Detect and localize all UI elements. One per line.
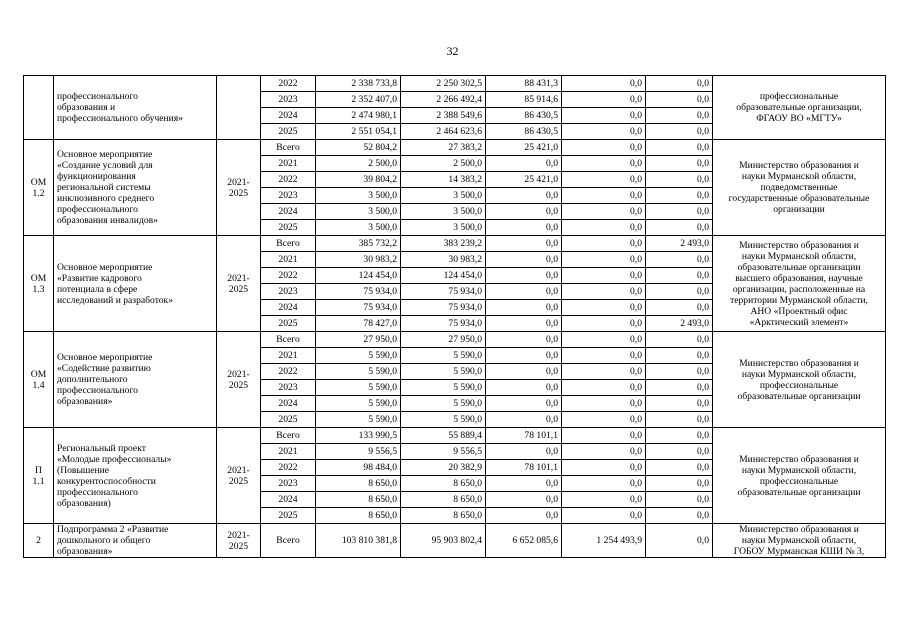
amount-cell: 0,0 <box>646 508 713 524</box>
amount-cell: 0,0 <box>562 316 646 332</box>
amount-cell: 0,0 <box>646 524 713 558</box>
subprogram-name-cell <box>54 524 217 558</box>
amount-cell: 39 804,2 <box>316 172 401 188</box>
amount-cell: 2 388 549,6 <box>401 108 486 124</box>
amount-cell: 86 430,5 <box>486 124 562 140</box>
measure-name-cell <box>54 140 217 236</box>
year-cell: 2023 <box>261 380 316 396</box>
amount-cell: 0,0 <box>486 268 562 284</box>
executor-line: высшего образования, научные <box>735 272 863 284</box>
amount-cell: 55 889,4 <box>401 428 486 444</box>
amount-cell: 103 810 381,8 <box>316 524 401 558</box>
amount-cell: 0,0 <box>646 204 713 220</box>
page-number: 32 <box>446 44 459 58</box>
amount-cell: 0,0 <box>646 300 713 316</box>
amount-cell: 8 650,0 <box>401 508 486 524</box>
amount-cell: 0,0 <box>486 300 562 316</box>
year-cell: 2023 <box>261 92 316 108</box>
amount-cell: 75 934,0 <box>316 284 401 300</box>
period-line: 2021- <box>227 368 250 380</box>
measure-name-line: (Повышение <box>57 464 110 476</box>
amount-cell: 0,0 <box>562 396 646 412</box>
amount-cell: 75 934,0 <box>401 316 486 332</box>
amount-cell: 30 983,2 <box>401 252 486 268</box>
amount-cell: 9 556,5 <box>401 444 486 460</box>
amount-cell: 5 590,0 <box>401 364 486 380</box>
amount-cell: 0,0 <box>646 364 713 380</box>
measure-name-line: исследований и разработок» <box>57 294 174 306</box>
amount-cell: 14 383,2 <box>401 172 486 188</box>
amount-cell: 30 983,2 <box>316 252 401 268</box>
year-cell: 2025 <box>261 124 316 140</box>
year-cell: 2025 <box>261 508 316 524</box>
amount-cell: 88 431,3 <box>486 76 562 92</box>
amount-cell: 0,0 <box>562 284 646 300</box>
executor-cell <box>713 76 886 140</box>
amount-cell: 0,0 <box>562 92 646 108</box>
year-cell: 2024 <box>261 396 316 412</box>
amount-cell: 20 382,9 <box>401 460 486 476</box>
amount-cell: 0,0 <box>646 92 713 108</box>
funding-table <box>23 75 886 558</box>
measure-code-cell <box>24 140 54 236</box>
subprogram-row <box>24 524 886 558</box>
subprogram-name-line: образования» <box>57 546 113 557</box>
table-row <box>24 76 886 92</box>
period-line: 2025 <box>228 283 249 295</box>
amount-cell: 0,0 <box>562 332 646 348</box>
executor-cell <box>713 236 886 332</box>
executor-line: Министерство образования и <box>739 453 859 465</box>
measure-name-line: дополнительного <box>57 374 128 385</box>
year-cell: 2024 <box>261 300 316 316</box>
amount-cell: 0,0 <box>646 252 713 268</box>
amount-cell: 0,0 <box>646 124 713 140</box>
measure-name-line: «Молодые профессионалы» <box>57 453 172 465</box>
year-cell: 2023 <box>261 284 316 300</box>
amount-cell: 27 383,2 <box>401 140 486 156</box>
table-row <box>24 236 886 252</box>
amount-cell: 383 239,2 <box>401 236 486 252</box>
measure-code-line: П <box>35 464 42 476</box>
amount-cell: 0,0 <box>486 444 562 460</box>
year-cell: 2023 <box>261 188 316 204</box>
amount-cell: 5 590,0 <box>401 412 486 428</box>
year-cell: 2025 <box>261 316 316 332</box>
amount-cell: 0,0 <box>562 204 646 220</box>
measure-code-cell <box>24 428 54 524</box>
amount-cell: 2 266 492,4 <box>401 92 486 108</box>
amount-cell: 0,0 <box>562 364 646 380</box>
measure-code-cell <box>24 236 54 332</box>
year-cell: 2021 <box>261 252 316 268</box>
amount-cell: 5 590,0 <box>316 396 401 412</box>
amount-cell: 5 590,0 <box>401 380 486 396</box>
amount-cell: 0,0 <box>562 476 646 492</box>
executor-line: Министерство образования и <box>739 524 859 535</box>
amount-cell: 95 903 802,4 <box>401 524 486 558</box>
amount-cell: 98 484,0 <box>316 460 401 476</box>
amount-cell: 0,0 <box>486 204 562 220</box>
amount-cell: 0,0 <box>646 284 713 300</box>
measure-code-line: ОМ <box>30 176 47 188</box>
executor-line: ФГАОУ ВО «МГТУ» <box>756 113 842 124</box>
executor-line: Министерство образования и <box>739 160 859 171</box>
period-cell <box>217 76 261 140</box>
executor-line: организации <box>773 204 825 215</box>
amount-cell: 5 590,0 <box>401 348 486 364</box>
amount-cell: 0,0 <box>486 220 562 236</box>
amount-cell: 124 454,0 <box>401 268 486 284</box>
amount-cell: 0,0 <box>486 364 562 380</box>
amount-cell: 0,0 <box>486 396 562 412</box>
amount-cell: 0,0 <box>562 268 646 284</box>
amount-cell: 0,0 <box>486 492 562 508</box>
executor-line: АНО «Проектный офис <box>750 305 848 317</box>
measure-name-line: профессионального <box>57 486 138 498</box>
amount-cell: 0,0 <box>646 492 713 508</box>
measure-name-line: профессионального обучения» <box>57 113 184 124</box>
year-cell: 2022 <box>261 268 316 284</box>
period-cell <box>217 236 261 332</box>
executor-line: науки Мурманской области, <box>741 171 857 182</box>
amount-cell: 3 500,0 <box>401 188 486 204</box>
amount-cell: 0,0 <box>562 124 646 140</box>
amount-cell: 8 650,0 <box>316 492 401 508</box>
amount-cell: 2 464 623,6 <box>401 124 486 140</box>
year-cell: 2022 <box>261 460 316 476</box>
amount-cell: 2 250 302,5 <box>401 76 486 92</box>
executor-line: профессиональные <box>759 379 839 391</box>
period-cell <box>217 140 261 236</box>
amount-cell: 25 421,0 <box>486 172 562 188</box>
amount-cell: 0,0 <box>562 252 646 268</box>
amount-cell: 0,0 <box>562 412 646 428</box>
amount-cell: 2 551 054,1 <box>316 124 401 140</box>
period-line: 2025 <box>228 540 249 552</box>
measure-name-cell <box>54 236 217 332</box>
executor-line: ГОБОУ Мурманская КШИ № 3, <box>733 546 865 557</box>
year-cell: 2024 <box>261 204 316 220</box>
amount-cell: 3 500,0 <box>316 188 401 204</box>
amount-cell: 0,0 <box>562 460 646 476</box>
measure-name-line: функционирования <box>57 171 136 182</box>
amount-cell: 0,0 <box>646 220 713 236</box>
amount-cell: 25 421,0 <box>486 140 562 156</box>
amount-cell: 0,0 <box>646 108 713 124</box>
year-cell: 2021 <box>261 348 316 364</box>
executor-line: «Арктический элемент» <box>749 316 849 328</box>
amount-cell: 0,0 <box>562 492 646 508</box>
executor-line: государственные образовательные <box>728 193 870 204</box>
amount-cell: 3 500,0 <box>316 204 401 220</box>
amount-cell: 0,0 <box>486 348 562 364</box>
executor-cell <box>713 524 886 558</box>
measure-name-line: «Содействие развитию <box>57 363 151 374</box>
measure-name-cell <box>54 428 217 524</box>
measure-name-cell <box>54 76 217 140</box>
executor-line: образовательные организации <box>737 486 861 498</box>
amount-cell: 0,0 <box>486 284 562 300</box>
amount-cell: 0,0 <box>562 220 646 236</box>
year-cell: 2024 <box>261 108 316 124</box>
amount-cell: 8 650,0 <box>316 508 401 524</box>
amount-cell: 8 650,0 <box>316 476 401 492</box>
amount-cell: 0,0 <box>562 156 646 172</box>
measure-code-line: 1.4 <box>32 379 45 391</box>
amount-cell: 0,0 <box>486 252 562 268</box>
measure-code-line: ОМ <box>30 368 47 380</box>
year-cell: 2021 <box>261 444 316 460</box>
year-cell: Всего <box>261 140 316 156</box>
amount-cell: 385 732,2 <box>316 236 401 252</box>
year-cell: 2021 <box>261 156 316 172</box>
executor-line: Министерство образования и <box>739 357 859 369</box>
code-cell <box>24 76 54 140</box>
amount-cell: 75 934,0 <box>401 284 486 300</box>
executor-line: подведомственные <box>760 182 838 193</box>
executor-line: образовательные организации <box>737 390 861 402</box>
amount-cell: 0,0 <box>562 236 646 252</box>
amount-cell: 78 427,0 <box>316 316 401 332</box>
amount-cell: 0,0 <box>646 348 713 364</box>
measure-name-cell <box>54 332 217 428</box>
year-cell: 2023 <box>261 476 316 492</box>
measure-name-line: Основное мероприятие <box>57 352 153 363</box>
table-row <box>24 428 886 444</box>
measure-code-cell <box>24 332 54 428</box>
amount-cell: 52 804,2 <box>316 140 401 156</box>
amount-cell: 0,0 <box>562 348 646 364</box>
amount-cell: 9 556,5 <box>316 444 401 460</box>
amount-cell: 3 500,0 <box>401 204 486 220</box>
measure-name-line: Региональный проект <box>57 442 146 454</box>
amount-cell: 5 590,0 <box>401 396 486 412</box>
measure-name-line: образования инвалидов» <box>57 215 158 226</box>
table-row <box>24 140 886 156</box>
subprogram-code-cell: 2 <box>24 524 54 558</box>
period-line: 2021- <box>227 529 250 541</box>
period-cell <box>217 428 261 524</box>
executor-line: Министерство образования и <box>739 239 859 251</box>
amount-cell: 5 590,0 <box>316 380 401 396</box>
amount-cell: 0,0 <box>646 268 713 284</box>
amount-cell: 0,0 <box>646 332 713 348</box>
measure-name-line: региональной системы <box>57 182 151 193</box>
amount-cell: 0,0 <box>646 380 713 396</box>
measure-name-line: Основное мероприятие <box>57 261 153 273</box>
amount-cell: 0,0 <box>486 332 562 348</box>
period-line: 2025 <box>228 379 249 391</box>
executor-line: территории Мурманской области, <box>730 294 868 306</box>
amount-cell: 0,0 <box>562 76 646 92</box>
amount-cell: 0,0 <box>562 188 646 204</box>
amount-cell: 8 650,0 <box>401 476 486 492</box>
amount-cell: 0,0 <box>646 412 713 428</box>
amount-cell: 0,0 <box>646 76 713 92</box>
amount-cell: 0,0 <box>486 476 562 492</box>
year-cell: Всего <box>261 524 316 558</box>
amount-cell: 0,0 <box>486 380 562 396</box>
amount-cell: 0,0 <box>646 140 713 156</box>
measure-name-line: образования» <box>57 396 113 407</box>
amount-cell: 0,0 <box>646 396 713 412</box>
amount-cell: 2 352 407,0 <box>316 92 401 108</box>
amount-cell: 2 493,0 <box>646 316 713 332</box>
period-cell <box>217 332 261 428</box>
amount-cell: 0,0 <box>486 156 562 172</box>
amount-cell: 3 500,0 <box>401 220 486 236</box>
amount-cell: 0,0 <box>486 316 562 332</box>
subprogram-name-line: Подпрограмма 2 «Развитие <box>57 524 169 535</box>
subprogram-name-line: дошкольного и общего <box>57 535 151 546</box>
period-line: 2021- <box>227 272 250 284</box>
amount-cell: 0,0 <box>486 412 562 428</box>
measure-name-line: профессионального <box>57 385 138 396</box>
period-line: 2021- <box>227 464 250 476</box>
executor-line: науки Мурманской области, <box>741 535 857 546</box>
year-cell: Всего <box>261 428 316 444</box>
amount-cell: 2 500,0 <box>316 156 401 172</box>
amount-cell: 1 254 493,9 <box>562 524 646 558</box>
executor-cell <box>713 332 886 428</box>
amount-cell: 86 430,5 <box>486 108 562 124</box>
amount-cell: 2 493,0 <box>646 236 713 252</box>
amount-cell: 0,0 <box>562 380 646 396</box>
measure-name-line: профессионального <box>57 204 138 215</box>
amount-cell: 2 500,0 <box>401 156 486 172</box>
period-line: 2025 <box>228 187 249 199</box>
amount-cell: 0,0 <box>562 300 646 316</box>
amount-cell: 0,0 <box>562 140 646 156</box>
amount-cell: 0,0 <box>562 428 646 444</box>
year-cell: Всего <box>261 332 316 348</box>
measure-code-line: 1.1 <box>32 475 45 487</box>
amount-cell: 27 950,0 <box>401 332 486 348</box>
year-cell: 2024 <box>261 492 316 508</box>
measure-code-line: ОМ <box>30 272 47 284</box>
amount-cell: 78 101,1 <box>486 428 562 444</box>
amount-cell: 0,0 <box>646 444 713 460</box>
executor-line: организации, расположенные на <box>732 283 866 295</box>
table-row <box>24 332 886 348</box>
amount-cell: 0,0 <box>646 188 713 204</box>
measure-name-line: «Развитие кадрового <box>57 272 142 284</box>
measure-name-line: профессионального <box>57 91 138 102</box>
amount-cell: 6 652 085,6 <box>486 524 562 558</box>
amount-cell: 0,0 <box>562 108 646 124</box>
amount-cell: 2 338 733,8 <box>316 76 401 92</box>
executor-cell <box>713 140 886 236</box>
executor-line: науки Мурманской области, <box>741 368 857 380</box>
period-line: 2025 <box>228 475 249 487</box>
amount-cell: 78 101,1 <box>486 460 562 476</box>
amount-cell: 0,0 <box>562 508 646 524</box>
year-cell: Всего <box>261 236 316 252</box>
amount-cell: 85 914,6 <box>486 92 562 108</box>
measure-name-line: Основное мероприятие <box>57 149 153 160</box>
year-cell: 2022 <box>261 172 316 188</box>
amount-cell: 5 590,0 <box>316 412 401 428</box>
measure-code-line: 1.2 <box>32 187 45 199</box>
measure-name-line: «Создание условий для <box>57 160 153 171</box>
amount-cell: 27 950,0 <box>316 332 401 348</box>
amount-cell: 5 590,0 <box>316 348 401 364</box>
measure-name-line: потенциала в сфере <box>57 283 138 295</box>
year-cell: 2025 <box>261 220 316 236</box>
amount-cell: 5 590,0 <box>316 364 401 380</box>
amount-cell: 0,0 <box>562 444 646 460</box>
year-cell: 2025 <box>261 412 316 428</box>
executor-line: науки Мурманской области, <box>741 250 857 262</box>
measure-name-line: образования и <box>57 102 116 113</box>
year-cell: 2022 <box>261 76 316 92</box>
executor-line: науки Мурманской области, <box>741 464 857 476</box>
executor-line: профессиональные <box>759 91 839 102</box>
amount-cell: 0,0 <box>646 476 713 492</box>
amount-cell: 8 650,0 <box>401 492 486 508</box>
measure-name-line: образования) <box>57 497 111 509</box>
amount-cell: 0,0 <box>646 428 713 444</box>
amount-cell: 0,0 <box>646 156 713 172</box>
period-line: 2021- <box>227 176 250 188</box>
amount-cell: 0,0 <box>486 508 562 524</box>
amount-cell: 75 934,0 <box>316 300 401 316</box>
amount-cell: 124 454,0 <box>316 268 401 284</box>
measure-name-line: инклюзивного среднего <box>57 193 155 204</box>
amount-cell: 2 474 980,1 <box>316 108 401 124</box>
amount-cell: 133 990,5 <box>316 428 401 444</box>
period-cell <box>217 524 261 558</box>
executor-line: образовательные организации, <box>736 102 862 113</box>
amount-cell: 75 934,0 <box>401 300 486 316</box>
executor-line: образовательные организации <box>737 261 861 273</box>
measure-name-line: конкурентоспособности <box>57 475 156 487</box>
amount-cell: 3 500,0 <box>316 220 401 236</box>
amount-cell: 0,0 <box>486 236 562 252</box>
executor-line: профессиональные <box>759 475 839 487</box>
executor-cell <box>713 428 886 524</box>
amount-cell: 0,0 <box>646 172 713 188</box>
measure-code-line: 1.3 <box>32 283 45 295</box>
amount-cell: 0,0 <box>562 172 646 188</box>
year-cell: 2022 <box>261 364 316 380</box>
amount-cell: 0,0 <box>646 460 713 476</box>
amount-cell: 0,0 <box>486 188 562 204</box>
